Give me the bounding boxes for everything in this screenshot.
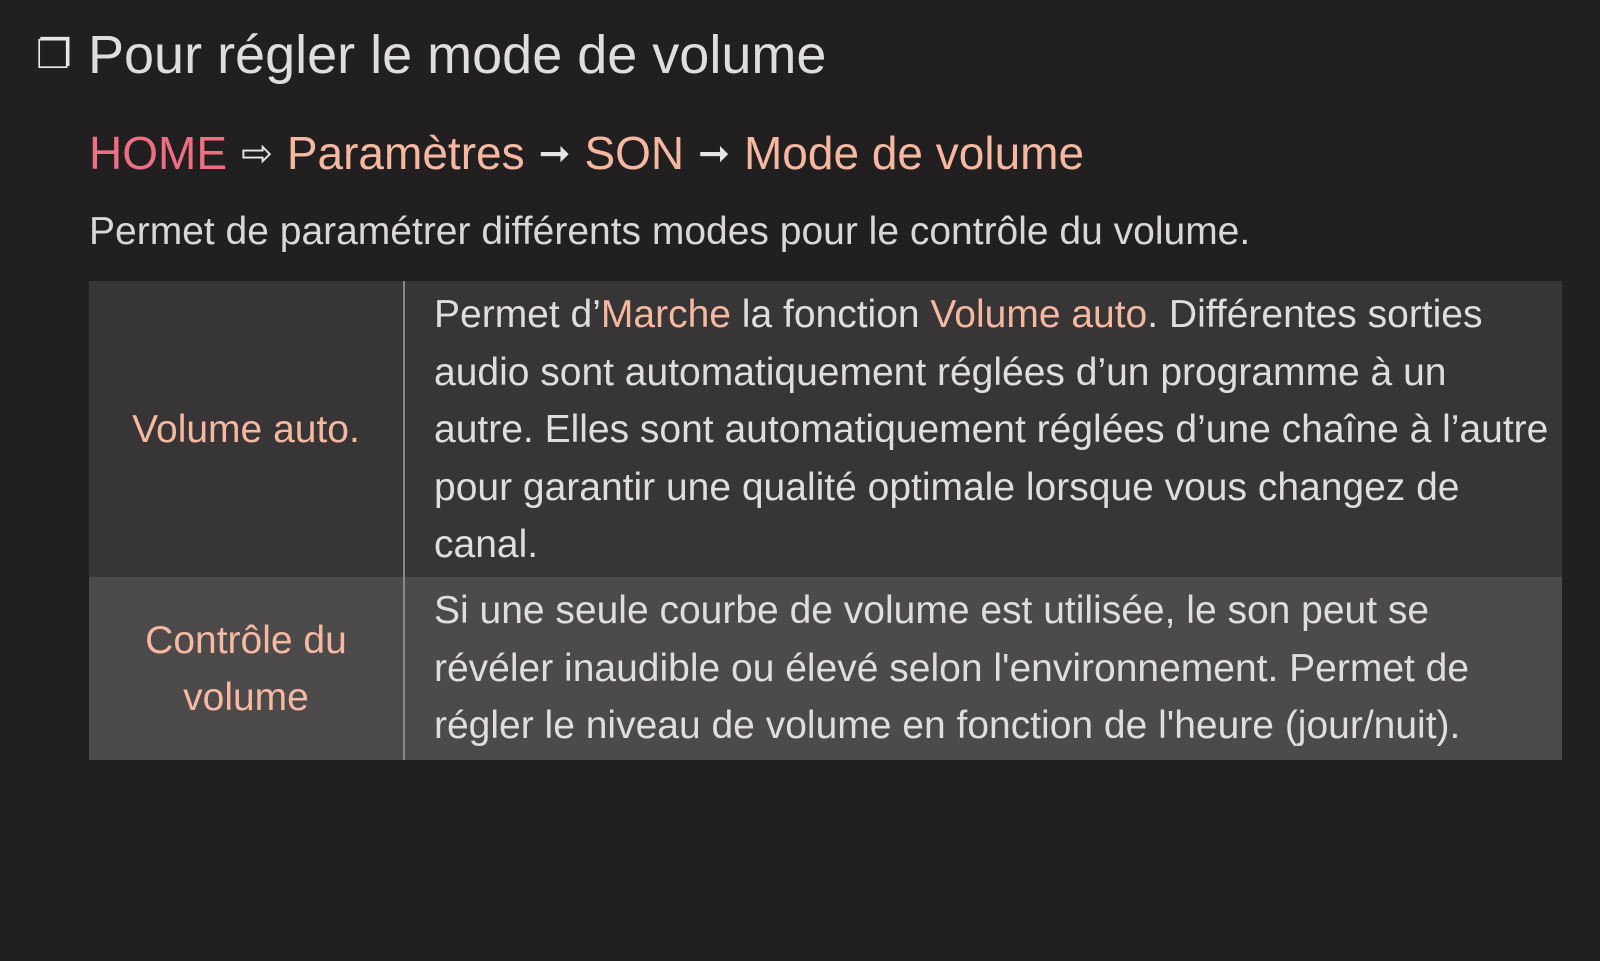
settings-table (89, 281, 1562, 760)
desc-text: Permet d’ (434, 293, 601, 336)
option-description-volume-auto (405, 281, 1562, 577)
option-label-line: Contrôle du (145, 618, 347, 662)
intro-text: Permet de paramétrer différents modes pour le contrôle du volume. (89, 210, 1251, 253)
arrow-right-icon: ➞ (698, 131, 730, 175)
desc-text: la fonction (730, 293, 931, 336)
double-arrow-icon: ⇨ (241, 131, 273, 175)
desc-highlight-volume-auto: Volume auto (930, 293, 1148, 336)
breadcrumb-mode-de-volume: Mode de volume (743, 127, 1085, 179)
checkbox-outline-icon: ❐ (36, 32, 72, 78)
option-label-volume-auto: Volume auto. (89, 281, 405, 577)
desc-text: . Différentes sorties audio sont automatiquement réglées d’un programme à un autre. Elles sont automatiquement réglées d’une chaîne à l’autre pour garantir une qualité optimale lorsque vous changez de canal. (434, 293, 1549, 566)
table-row-volume-auto (89, 281, 1562, 577)
option-label-controle-volume (89, 577, 405, 760)
page-title (36, 24, 826, 86)
breadcrumb-home: HOME (89, 127, 227, 179)
desc-highlight-marche: Marche (600, 293, 731, 336)
page-title-text: Pour régler le mode de volume (88, 25, 827, 85)
breadcrumb (89, 126, 1084, 180)
breadcrumb-parametres: Paramètres (286, 127, 525, 179)
arrow-right-icon: ➞ (538, 131, 571, 175)
breadcrumb-son: SON (584, 127, 685, 179)
table-row-controle-volume (89, 577, 1562, 760)
option-label-line: volume (183, 675, 309, 719)
option-description-controle-volume: Si une seule courbe de volume est utilisée, le son peut se révéler inaudible ou élevé selon l'environnement. Permet de régler le niveau de volume en fonction de l'heure (jour/nuit). (434, 589, 1470, 747)
